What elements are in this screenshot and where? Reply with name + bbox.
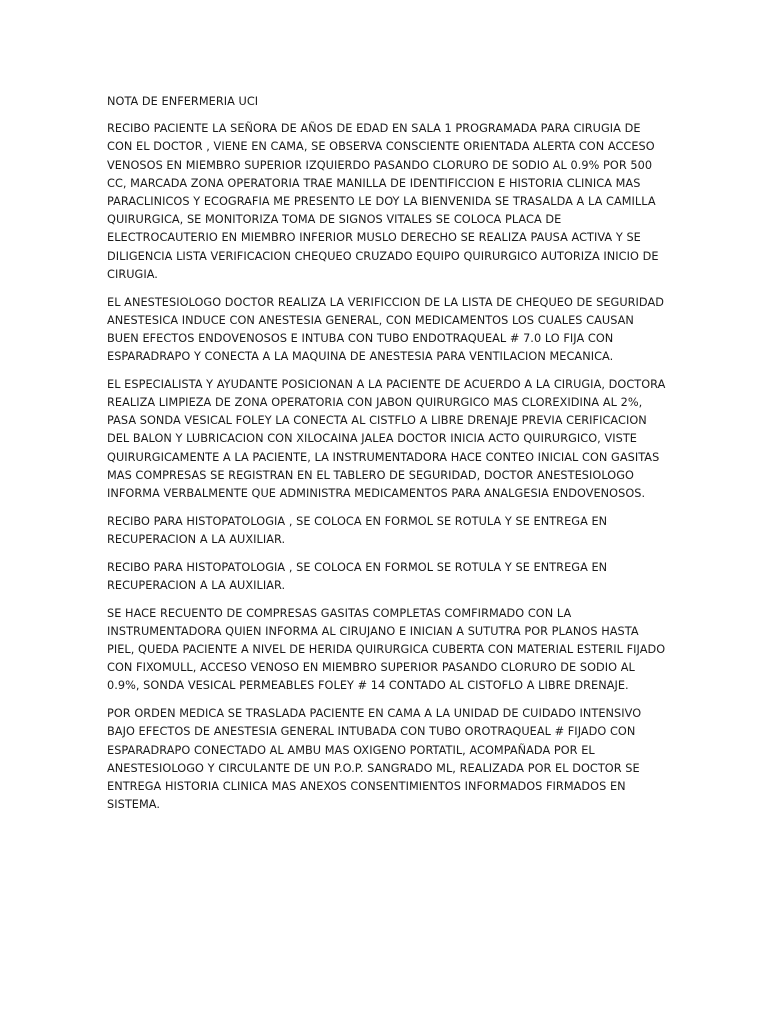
paragraph-reception: RECIBO PACIENTE LA SEÑORA DE AÑOS DE EDAD EN SALA 1 PROGRAMADA PARA CIRUGIA DE CON EL DOCTOR , VIENE EN CAMA, SE OBSERVA CONSCIENTE ORIENTADA ALERTA CON ACCESO VENOSOS EN MIEMBRO SUPERIOR IZQUIERDO PASANDO CLORURO DE SODIO AL 0.9% POR 500 CC, MARCADA ZONA OPERATORIA TRAE MANILLA DE IDENTIFICCION E HISTORIA CLINICA MAS PARACLINICOS Y ECOGRAFIA ME PRESENTO LE DOY LA BIENVENIDA SE TRASALDA A LA CAMILLA QUIRURGICA, SE MONITORIZA TOMA DE SIGNOS VITALES SE COLOCA PLACA DE ELECTROCAUTERIO EN MIEMBRO INFERIOR MUSLO DERECHO SE REALIZA PAUSA ACTIVA Y SE DILIGENCIA LISTA VERIFICACION CHEQUEO CRUZADO EQUIPO QUIRURGICO AUTORIZA INICIO DE CIRUGIA. xyxy=(107,122,659,281)
document-body xyxy=(107,93,667,824)
paragraph-transfer: POR ORDEN MEDICA SE TRASLADA PACIENTE EN CAMA A LA UNIDAD DE CUIDADO INTENSIVO BAJO EFECTOS DE ANESTESIA GENERAL INTUBADA CON TUBO OROTRAQUEAL # FIJADO CON ESPARADRAPO CONECTADO AL AMBU MAS OXIGENO PORTATIL, ACOMPAÑADA POR EL ANESTESIOLOGO Y CIRCULANTE DE UN P.O.P. SANGRADO ML, REALIZADA POR EL DOCTOR SE ENTREGA HISTORIA CLINICA MAS ANEXOS CONSENTIMIENTOS INFORMADOS FIRMADOS EN SISTEMA. xyxy=(107,707,642,812)
paragraph-anesthesia: EL ANESTESIOLOGO DOCTOR REALIZA LA VERIFICCION DE LA LISTA DE CHEQUEO DE SEGURIDAD ANESTESICA INDUCE CON ANESTESIA GENERAL, CON MEDICAMENTOS LOS CUALES CAUSAN BUEN EFECTOS ENDOVENOSOS E INTUBA CON TUBO ENDOTRAQUEAL # 7.0 LO FIJA CON ESPARADRAPO Y CONECTA A LA MAQUINA DE ANESTESIA PARA VENTILACION MECANICA. xyxy=(107,295,664,364)
document-title: NOTA DE ENFERMERIA UCI xyxy=(107,95,259,108)
paragraph-count-closure: SE HACE RECUENTO DE COMPRESAS GASITAS COMPLETAS COMFIRMADO CON LA INSTRUMENTADORA QUIEN INFORMA AL CIRUJANO E INICIAN A SUTUTRA POR PLANOS HASTA PIEL, QUEDA PACIENTE A NIVEL DE HERIDA QUIRURGICA CUBERTA CON MATERIAL ESTERIL FIJADO CON FIXOMULL, ACCESO VENOSO EN MIEMBRO SUPERIOR PASANDO CLORURO DE SODIO AL 0.9%, SONDA VESICAL PERMEABLES FOLEY # 14 CONTADO AL CISTOFLO A LIBRE DRENAJE. xyxy=(107,606,666,693)
paragraph-histopathology-1: RECIBO PARA HISTOPATOLOGIA , SE COLOCA EN FORMOL SE ROTULA Y SE ENTREGA EN RECUPERACION A LA AUXILIAR. xyxy=(107,514,608,546)
paragraph-positioning: EL ESPECIALISTA Y AYUDANTE POSICIONAN A LA PACIENTE DE ACUERDO A LA CIRUGIA, DOCTORA REALIZA LIMPIEZA DE ZONA OPERATORIA CON JABON QUIRURGICO MAS CLOREXIDINA AL 2%, PASA SONDA VESICAL FOLEY LA CONECTA AL CISTFLO A LIBRE DRENAJE PREVIA CERIFICACION DEL BALON Y LUBRICACION CON XILOCAINA JALEA DOCTOR INICIA ACTO QUIRURGICO, VISTE QUIRURGICAMENTE A LA PACIENTE, LA INSTRUMENTADORA HACE CONTEO INICIAL CON GASITAS MAS COMPRESAS SE REGISTRAN EN EL TABLERO DE SEGURIDAD, DOCTOR ANESTESIOLOGO INFORMA VERBALMENTE QUE ADMINISTRA MEDICAMENTOS PARA ANALGESIA ENDOVENOSOS. xyxy=(107,377,666,501)
paragraph-histopathology-2: RECIBO PARA HISTOPATOLOGIA , SE COLOCA EN FORMOL SE ROTULA Y SE ENTREGA EN RECUPERACION A LA AUXILIAR. xyxy=(107,560,608,592)
